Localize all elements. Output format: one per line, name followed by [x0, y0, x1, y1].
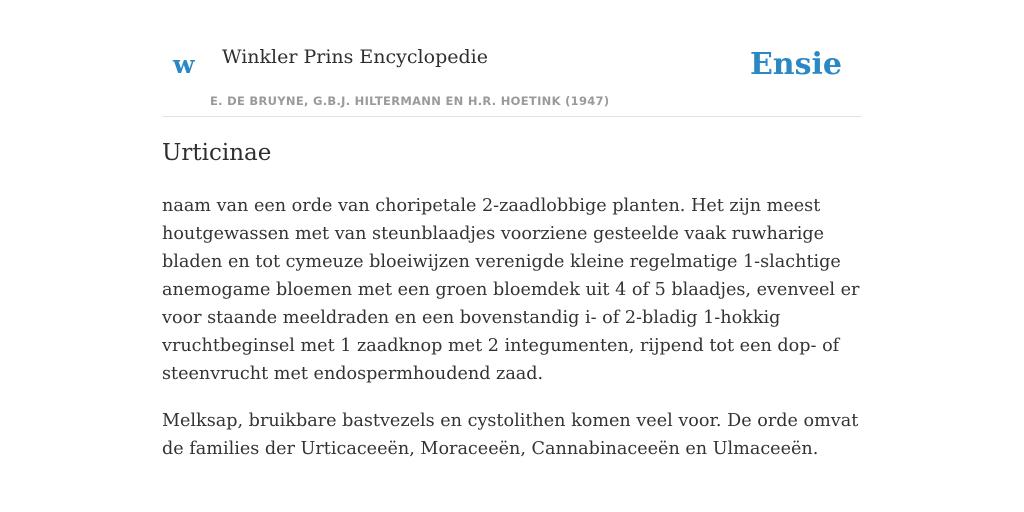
ensie-brand-link[interactable]: Ensie — [749, 47, 842, 82]
entry-content — [162, 192, 862, 482]
publication-header — [162, 30, 862, 117]
entry-paragraph-1: naam van een orde van choripetale 2-zaadlobbige planten. Het zijn meest houtgewassen met van steunblaadjes voorziene gesteelde vaak ruwharige bladen en tot cymeuze bloeiwijzen verenigde kleine regelmatige 1-slachtige anemogame bloemen met een groen bloemdek uit 4 of 5 blaadjes, evenveel er voor staande meeldraden en een bovenstandig i- of 2-bladig 1-hokkig vruchtbeginsel met 1 zaadknop met 2 integumenten, rijpend tot een dop- of steenvrucht met endospermhoudend zaad. — [162, 196, 860, 384]
publication-logo[interactable]: w — [173, 50, 195, 79]
entry-title: Urticinae — [162, 140, 272, 166]
publication-authors: E. DE BRUYNE, G.B.J. HILTERMANN EN H.R. HOETINK (1947) — [210, 94, 610, 108]
publication-title[interactable]: Winkler Prins Encyclopedie — [222, 46, 488, 68]
entry-paragraph-2: Melksap, bruikbare bastvezels en cystolithen komen veel voor. De orde omvat de families der Urticaceeën, Moraceeën, Cannabinaceeën en Ulmaceeën. — [162, 411, 859, 459]
